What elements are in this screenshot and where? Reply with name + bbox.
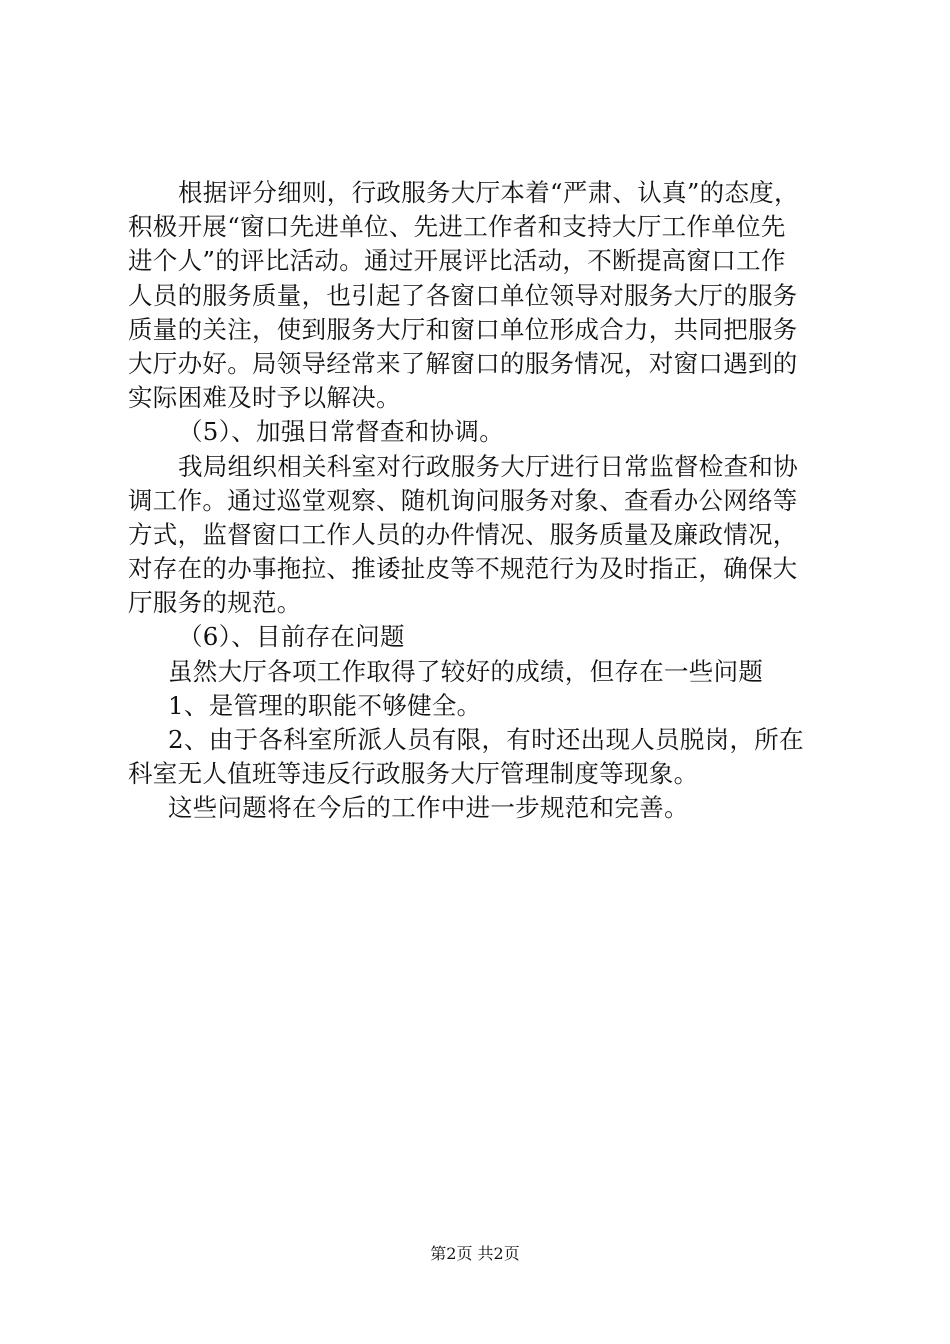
paragraph-line: 厅服务的规范。 [128,588,302,618]
paragraph-line: 2、由于各科室所派人员有限，有时还出现人员脱岗，所在 [168,725,804,754]
paragraph-line: 大厅办好。局领导经常来了解窗口的服务情况，对窗口遇到的 [128,348,798,378]
paragraph-line: 这些问题将在今后的工作中进一步规范和完善。 [168,793,689,823]
paragraph-line: 调工作。通过巡堂观察、随机询问服务对象、查看办公网络等 [128,485,798,515]
document-body [128,176,840,826]
paragraph-line: 积极开展“窗口先进单位、先进工作者和支持大厅工作单位先 [128,212,786,242]
paragraph-line: 1、是管理的职能不够健全。 [168,690,482,720]
paragraph-line: 实际困难及时予以解决。 [128,383,401,413]
paragraph-line: 我局组织相关科室对行政服务大厅进行日常监督检查和协 [178,451,798,481]
paragraph-line: 质量的关注，使到服务大厅和窗口单位形成合力，共同把服务 [128,314,798,344]
paragraph-line: 方式，监督窗口工作人员的办件情况、服务质量及廉政情况， [128,519,798,549]
paragraph-line: 人员的服务质量，也引起了各窗口单位领导对服务大厅的服务 [128,280,798,310]
paragraph-line: 进个人”的评比活动。通过开展评比活动，不断提高窗口工作 [128,246,786,276]
page-footer: 第2页 共2页 [430,1244,520,1263]
section-heading: （5）、加强日常督查和协调。 [178,417,505,447]
section-heading: （6）、目前存在问题 [178,622,405,652]
paragraph-line: 虽然大厅各项工作取得了较好的成绩，但存在一些问题 [168,656,764,686]
paragraph-line: 科室无人值班等违反行政服务大厅管理制度等现象。 [128,759,699,789]
paragraph-line: 根据评分细则，行政服务大厅本着“严肃、认真”的态度， [178,178,799,207]
paragraph-line: 对存在的办事拖拉、推诿扯皮等不规范行为及时指正，确保大 [128,554,798,584]
